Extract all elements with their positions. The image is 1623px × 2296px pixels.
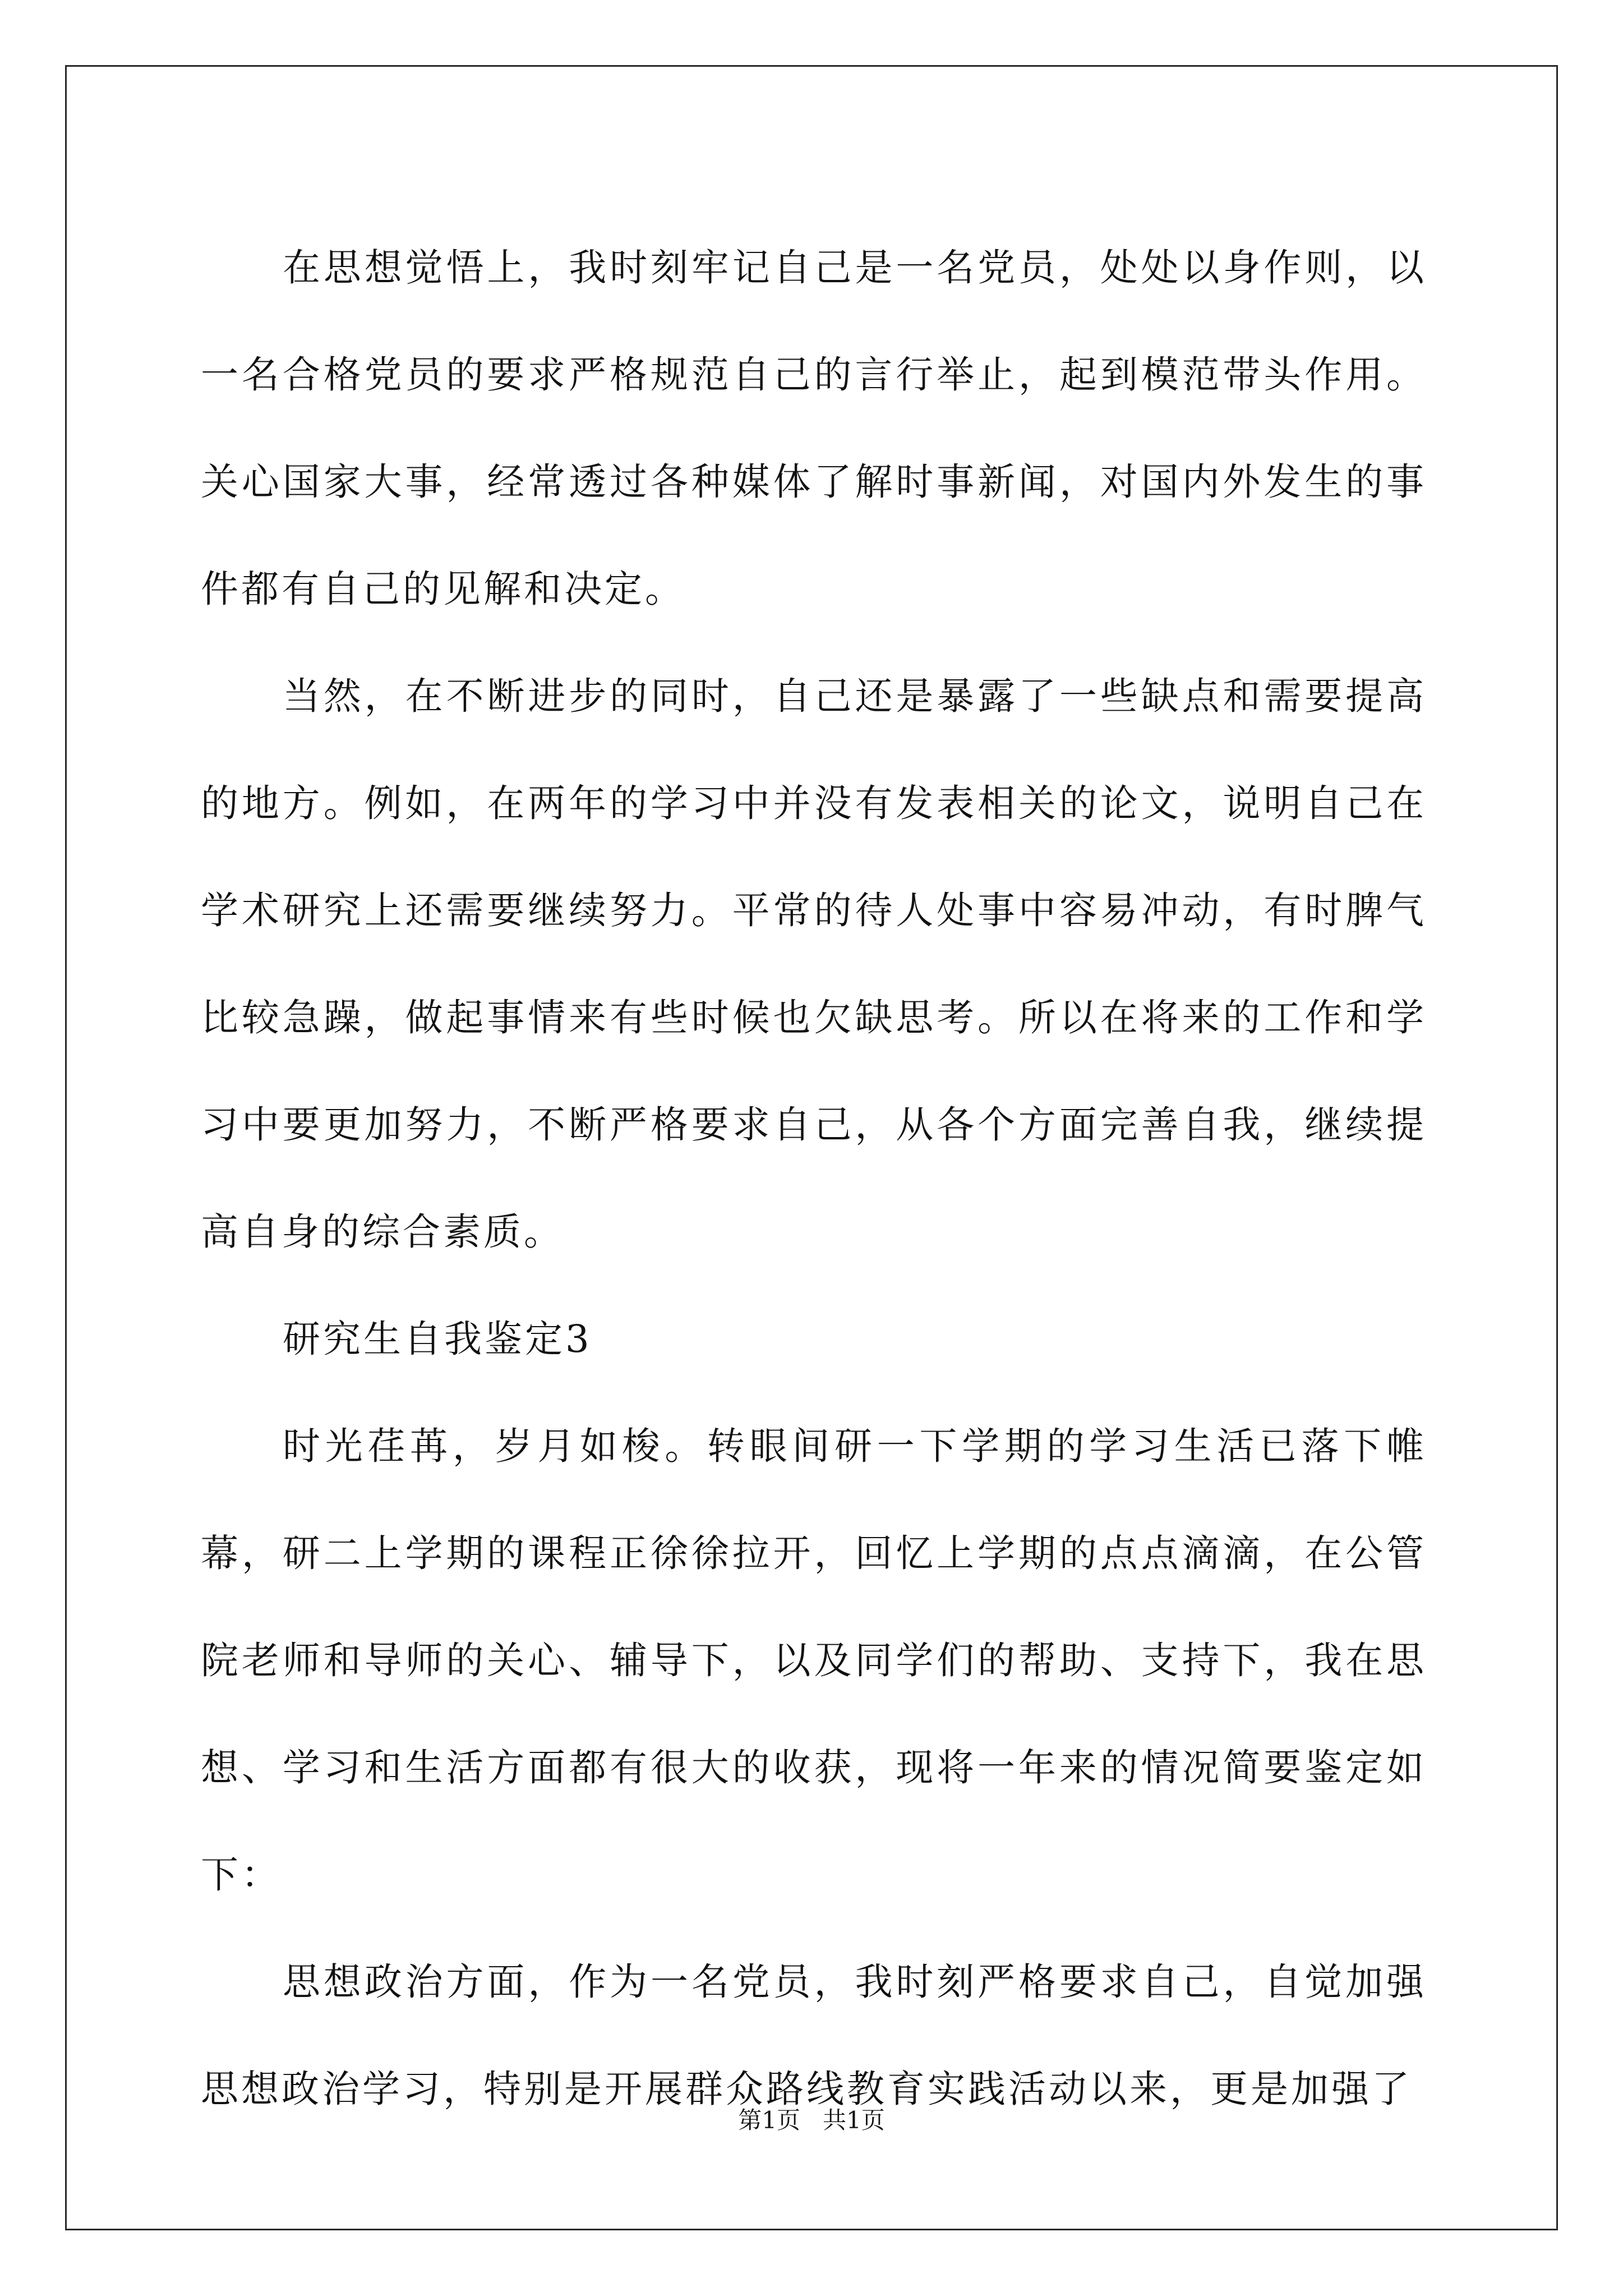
page-number: 第1页 — [738, 2106, 800, 2134]
document-body — [201, 214, 1427, 2143]
section-heading: 研究生自我鉴定3 — [283, 1317, 592, 1361]
page-footer — [0, 2105, 1623, 2136]
paragraph-intro: 时光荏苒，岁月如梭。转眼间研一下学期的学习生活已落下帷幕，研二上学期的课程正徐徐拉开，回忆上学期的点点滴滴，在公管院老师和导师的关心、辅导下，以及同学们的帮助、支持下，我在思想、学习和生活方面都有很大的收获，现将一年来的情况简要鉴定如下： — [201, 1424, 1427, 1897]
paragraph-shortcomings: 当然，在不断进步的同时，自己还是暴露了一些缺点和需要提高的地方。例如，在两年的学习中并没有发表相关的论文，说明自己在学术研究上还需要继续努力。平常的待人处事中容易冲动，有时脾气比较急躁，做起事情来有些时候也欠缺思考。所以在将来的工作和学习中要更加努力，不断严格要求自己，从各个方面完善自我，继续提高自身的综合素质。 — [201, 674, 1427, 1254]
paragraph-ideology: 在思想觉悟上，我时刻牢记自己是一名党员，处处以身作则，以一名合格党员的要求严格规范自己的言行举止，起到模范带头作用。关心国家大事，经常透过各种媒体了解时事新闻，对国内外发生的事件都有自己的见解和决定。 — [201, 246, 1427, 611]
page-total: 共1页 — [823, 2106, 885, 2134]
paragraph-politics: 思想政治方面，作为一名党员，我时刻严格要求自己，自觉加强思想政治学习，特别是开展群众路线教育实践活动以来，更是加强了 — [201, 1960, 1427, 2111]
